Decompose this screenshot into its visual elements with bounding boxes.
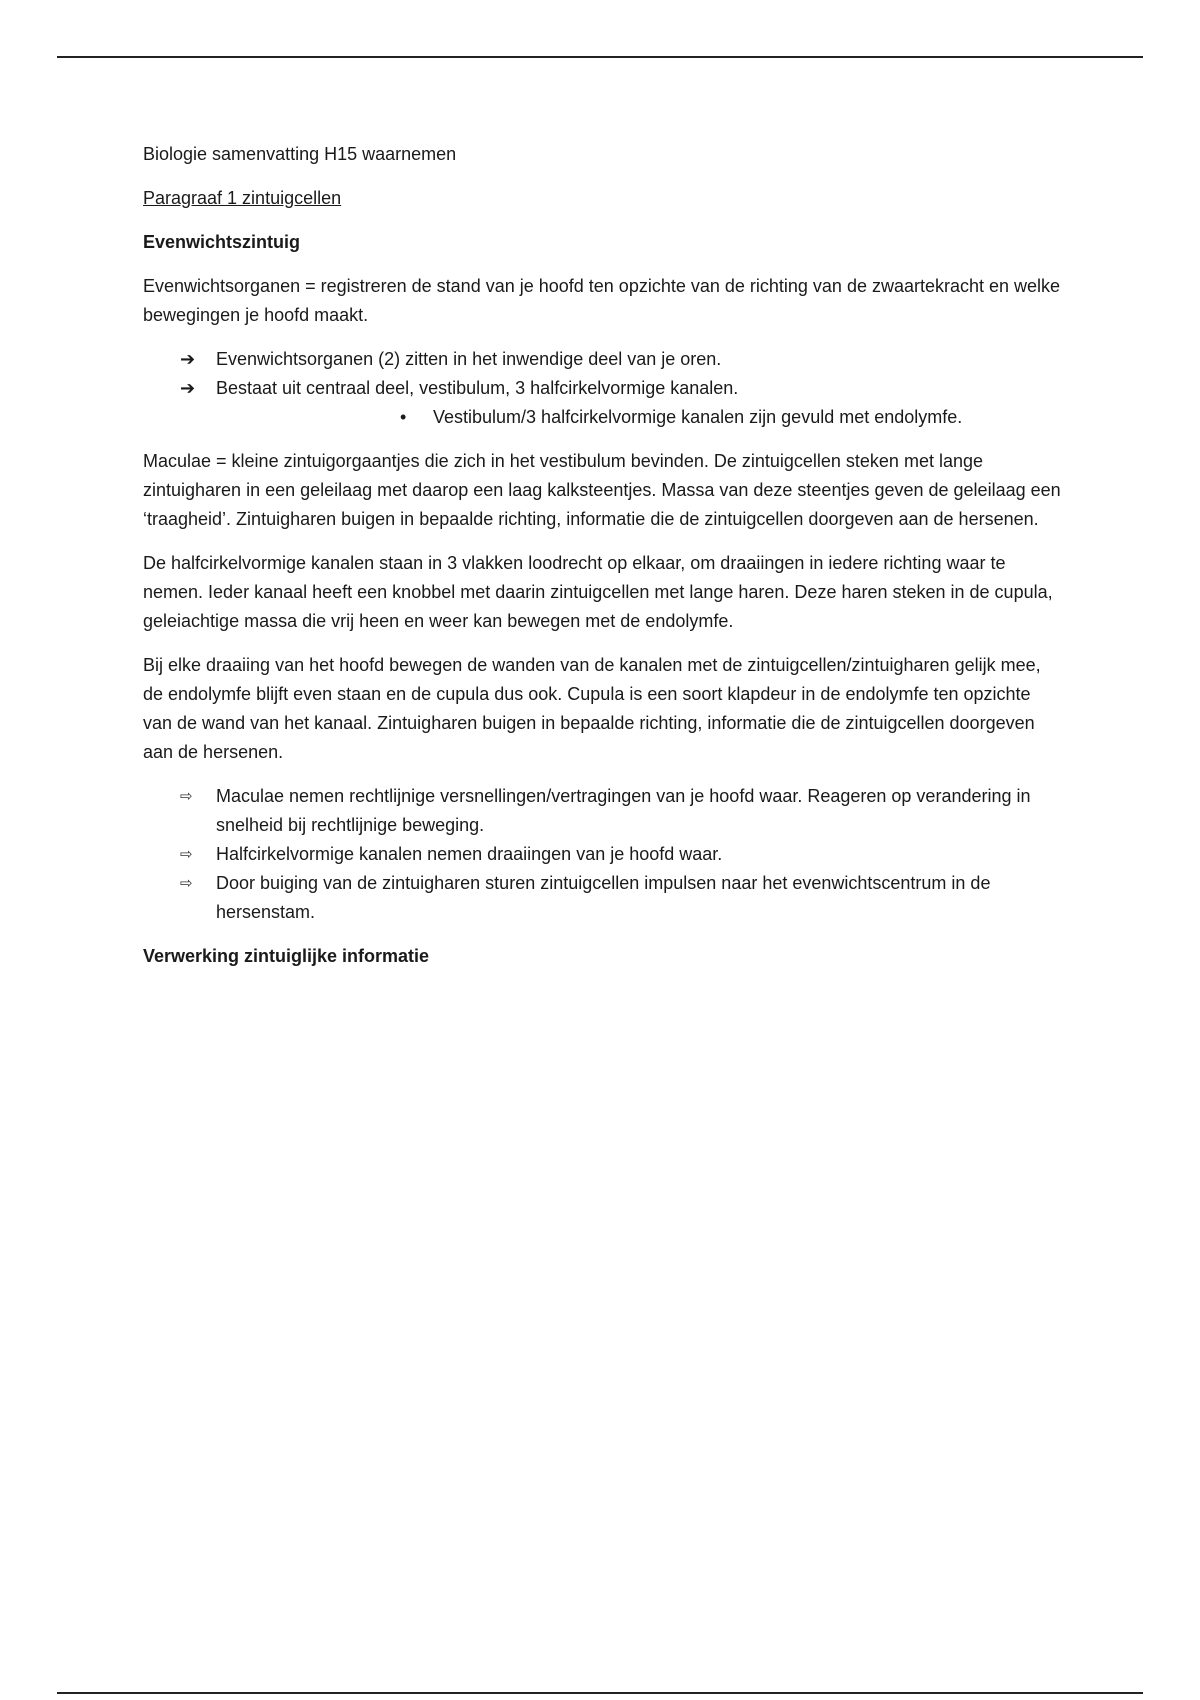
document-title: Biologie samenvatting H15 waarnemen xyxy=(143,144,457,164)
list-item xyxy=(143,840,1063,869)
sub-list-item-text: Vestibulum/3 halfcirkelvormige kanalen zijn gevuld met endolymfe. xyxy=(433,407,963,427)
header-rule xyxy=(57,56,1143,58)
arrow-icon: ➔ xyxy=(180,378,196,398)
hollow-arrow-list xyxy=(143,782,1063,927)
arrow-icon: ➔ xyxy=(180,349,196,369)
bullet-icon: • xyxy=(400,407,407,427)
list-item-text: Bestaat uit centraal deel, vestibulum, 3 halfcirkelvormige kanalen. xyxy=(216,378,739,398)
heading-verwerking: Verwerking zintuiglijke informatie xyxy=(143,946,430,966)
list-item xyxy=(143,782,1063,840)
sub-bullet-list xyxy=(143,403,1063,432)
sub-list-item xyxy=(143,403,1063,432)
heading-evenwichtszintuig: Evenwichtszintuig xyxy=(143,232,301,252)
paragraph-draaiing: Bij elke draaiing van het hoofd bewegen de wanden van de kanalen met de zintuigcellen/zintuigharen gelijk mee, de endolymfe blijft even staan en de cupula dus ook. Cupula is een soort klapdeur in de endolymfe ten opzichte van de wand van het kanaal. Zintuigharen buigen in bepaalde richting, informatie die de zintuigcellen doorgeven aan de hersenen. xyxy=(143,655,1041,762)
list-item xyxy=(143,869,1063,927)
paragraph-evenwichtsorganen: Evenwichtsorganen = registreren de stand van je hoofd ten opzichte van de richting van de zwaartekracht en welke bewegingen je hoofd maakt. xyxy=(143,276,1061,325)
list-item-text: Evenwichtsorganen (2) zitten in het inwendige deel van je oren. xyxy=(216,349,722,369)
list-item-text: Maculae nemen rechtlijnige versnellingen/vertragingen van je hoofd waar. Reageren op verandering in snelheid bij rechtlijnige beweging. xyxy=(216,786,1031,835)
hollow-arrow-icon: ⇨ xyxy=(180,875,193,892)
list-item-text: Halfcirkelvormige kanalen nemen draaiingen van je hoofd waar. xyxy=(216,844,723,864)
arrow-list xyxy=(143,345,1063,432)
paragraph-halfcirkelvormige-kanalen: De halfcirkelvormige kanalen staan in 3 vlakken loodrecht op elkaar, om draaiingen in iedere richting waar te nemen. Ieder kanaal heeft een knobbel met daarin zintuigcellen met lange haren. Deze haren steken in de cupula, geleiachtige massa die vrij heen en weer kan bewegen met de endolymfe. xyxy=(143,553,1053,631)
list-item-text: Door buiging van de zintuigharen sturen zintuigcellen impulsen naar het evenwichtscentrum in de hersenstam. xyxy=(216,873,991,922)
hollow-arrow-icon: ⇨ xyxy=(180,846,193,863)
document-body xyxy=(143,140,1063,986)
list-item xyxy=(143,374,1063,432)
hollow-arrow-icon: ⇨ xyxy=(180,788,193,805)
paragraph-maculae: Maculae = kleine zintuigorgaantjes die zich in het vestibulum bevinden. De zintuigcellen steken met lange zintuigharen in een geleilaag met daarop een laag kalksteentjes. Massa van deze steentjes geven de geleilaag een ‘traagheid’. Zintuigharen buigen in bepaalde richting, informatie die de zintuigcellen doorgeven aan de hersenen. xyxy=(143,451,1061,529)
footer-rule xyxy=(57,1692,1143,1694)
list-item xyxy=(143,345,1063,374)
section-title: Paragraaf 1 zintuigcellen xyxy=(143,188,342,208)
